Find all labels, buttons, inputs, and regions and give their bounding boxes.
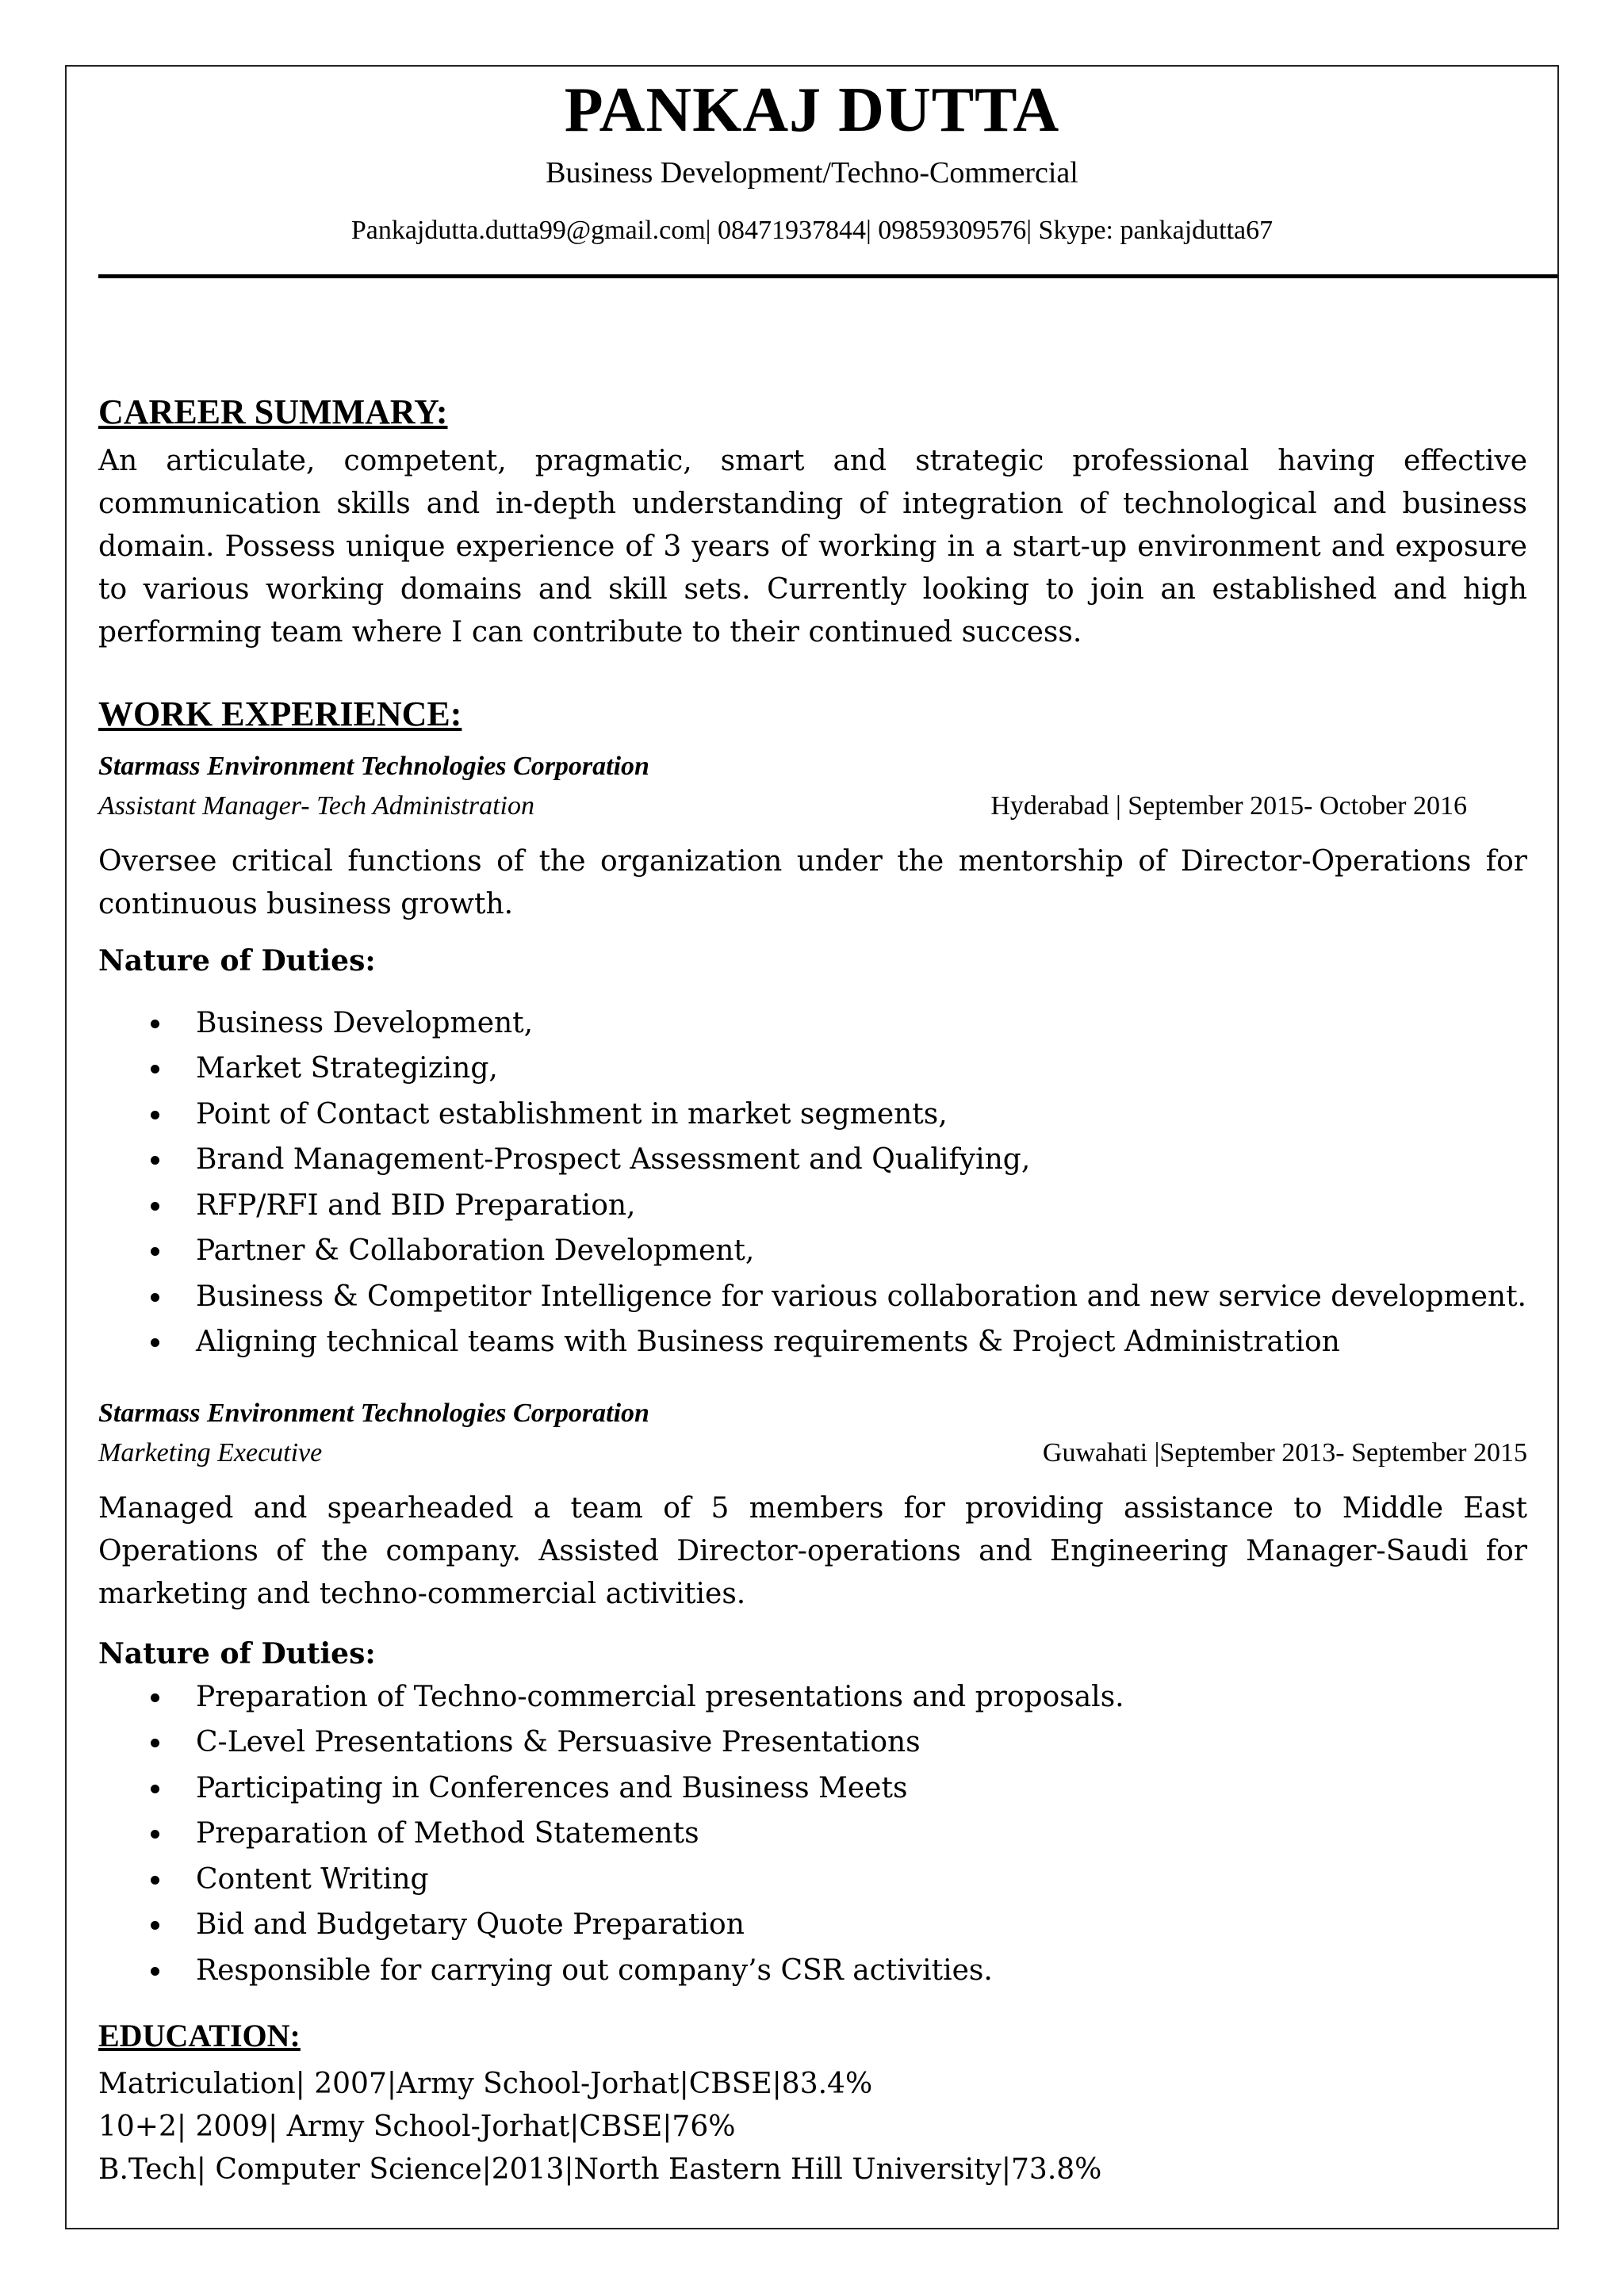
education-entry: Matriculation| 2007|Army School-Jorhat|CBSE|83.4%: [98, 2068, 873, 2101]
job-description: Oversee critical functions of the organization under the mentorship of Director-Operations for continuous business growth.: [98, 844, 1527, 920]
bullet-icon: [151, 1020, 159, 1028]
list-item: Partner & Collaboration Development,: [98, 1228, 1527, 1274]
bullet-icon: [151, 1785, 159, 1793]
list-item: Aligning technical teams with Business requirements & Project Administration: [98, 1319, 1527, 1365]
resume-body: [98, 320, 1527, 2191]
list-item: Business Development,: [98, 1001, 1527, 1047]
job-description: Managed and spearheaded a team of 5 members for providing assistance to Middle East Operations of the company. Assisted Director-operations and Engineering Manager-Saudi for marketing and techno-commercial activities.: [98, 1491, 1527, 1610]
job-location-dates: Hyderabad | September 2015- October 2016: [990, 790, 1467, 821]
duties-list: [98, 1674, 1527, 1994]
job-location-dates: Guwahati |September 2013- September 2015: [1042, 1437, 1527, 1468]
company-name: Starmass Environment Technologies Corporation: [98, 1398, 649, 1428]
job-role: Assistant Manager- Tech Administration: [98, 790, 534, 821]
professional-title: Business Development/Techno-Commercial: [546, 156, 1078, 189]
list-item: Preparation of Techno-commercial presentations and proposals.: [98, 1674, 1527, 1720]
career-summary-heading: CAREER SUMMARY:: [98, 392, 448, 431]
job-role: Marketing Executive: [98, 1437, 323, 1468]
education-entry: 10+2| 2009| Army School-Jorhat|CBSE|76%: [98, 2110, 736, 2144]
header-divider: [98, 274, 1557, 278]
bullet-icon: [151, 1338, 159, 1347]
bullet-icon: [151, 1876, 159, 1885]
candidate-name: PANKAJ DUTTA: [564, 75, 1060, 145]
education-heading: EDUCATION:: [98, 2018, 301, 2054]
education-entry: B.Tech| Computer Science|2013|North Eastern Hill University|73.8%: [98, 2153, 1102, 2187]
career-summary-text: An articulate, competent, pragmatic, smart and strategic professional having effective communication skills and in-depth understanding of integration of technological and business domain. Possess unique experience of 3 years of working in a start-up environment and exposure to various working domains and skill sets. Currently looking to join an established and high performing team where I can contribute to their continued success.: [98, 444, 1527, 649]
bullet-icon: [151, 1967, 159, 1976]
bullet-icon: [151, 1156, 159, 1165]
list-item: Point of Contact establishment in market segments,: [98, 1092, 1527, 1138]
bullet-icon: [151, 1247, 159, 1256]
bullet-icon: [151, 1202, 159, 1211]
work-experience-heading: WORK EXPERIENCE:: [98, 694, 462, 733]
resume-page: [65, 65, 1559, 2229]
list-item: C-Level Presentations & Persuasive Presentations: [98, 1720, 1527, 1766]
list-item: Market Strategizing,: [98, 1046, 1527, 1092]
bullet-icon: [151, 1739, 159, 1747]
job-entry: [98, 1394, 1527, 1994]
duties-list: [98, 1001, 1527, 1365]
job-entry: [98, 747, 1527, 1365]
list-item: Business & Competitor Intelligence for various collaboration and new service development.: [98, 1274, 1527, 1320]
list-item: Bid and Budgetary Quote Preparation: [98, 1902, 1527, 1948]
list-item: Responsible for carrying out company’s CSR activities.: [98, 1948, 1527, 1994]
list-item: Preparation of Method Statements: [98, 1811, 1527, 1857]
list-item: Brand Management-Prospect Assessment and Qualifying,: [98, 1137, 1527, 1183]
duties-title: Nature of Duties:: [98, 943, 376, 978]
bullet-icon: [151, 1921, 159, 1930]
bullet-icon: [151, 1693, 159, 1702]
bullet-icon: [151, 1293, 159, 1302]
bullet-icon: [151, 1111, 159, 1119]
list-item: Content Writing: [98, 1857, 1527, 1903]
education-list: [98, 2063, 1527, 2191]
list-item: RFP/RFI and BID Preparation,: [98, 1183, 1527, 1229]
company-name: Starmass Environment Technologies Corporation: [98, 751, 649, 781]
bullet-icon: [151, 1065, 159, 1073]
list-item: Participating in Conferences and Business Meets: [98, 1766, 1527, 1812]
job-meta: [98, 786, 1527, 826]
contact-info: Pankajdutta.dutta99@gmail.com| 08471937844| 09859309576| Skype: pankajdutta67: [350, 216, 1274, 245]
duties-title: Nature of Duties:: [98, 1636, 376, 1670]
bullet-icon: [151, 1830, 159, 1839]
job-meta: [98, 1433, 1527, 1473]
